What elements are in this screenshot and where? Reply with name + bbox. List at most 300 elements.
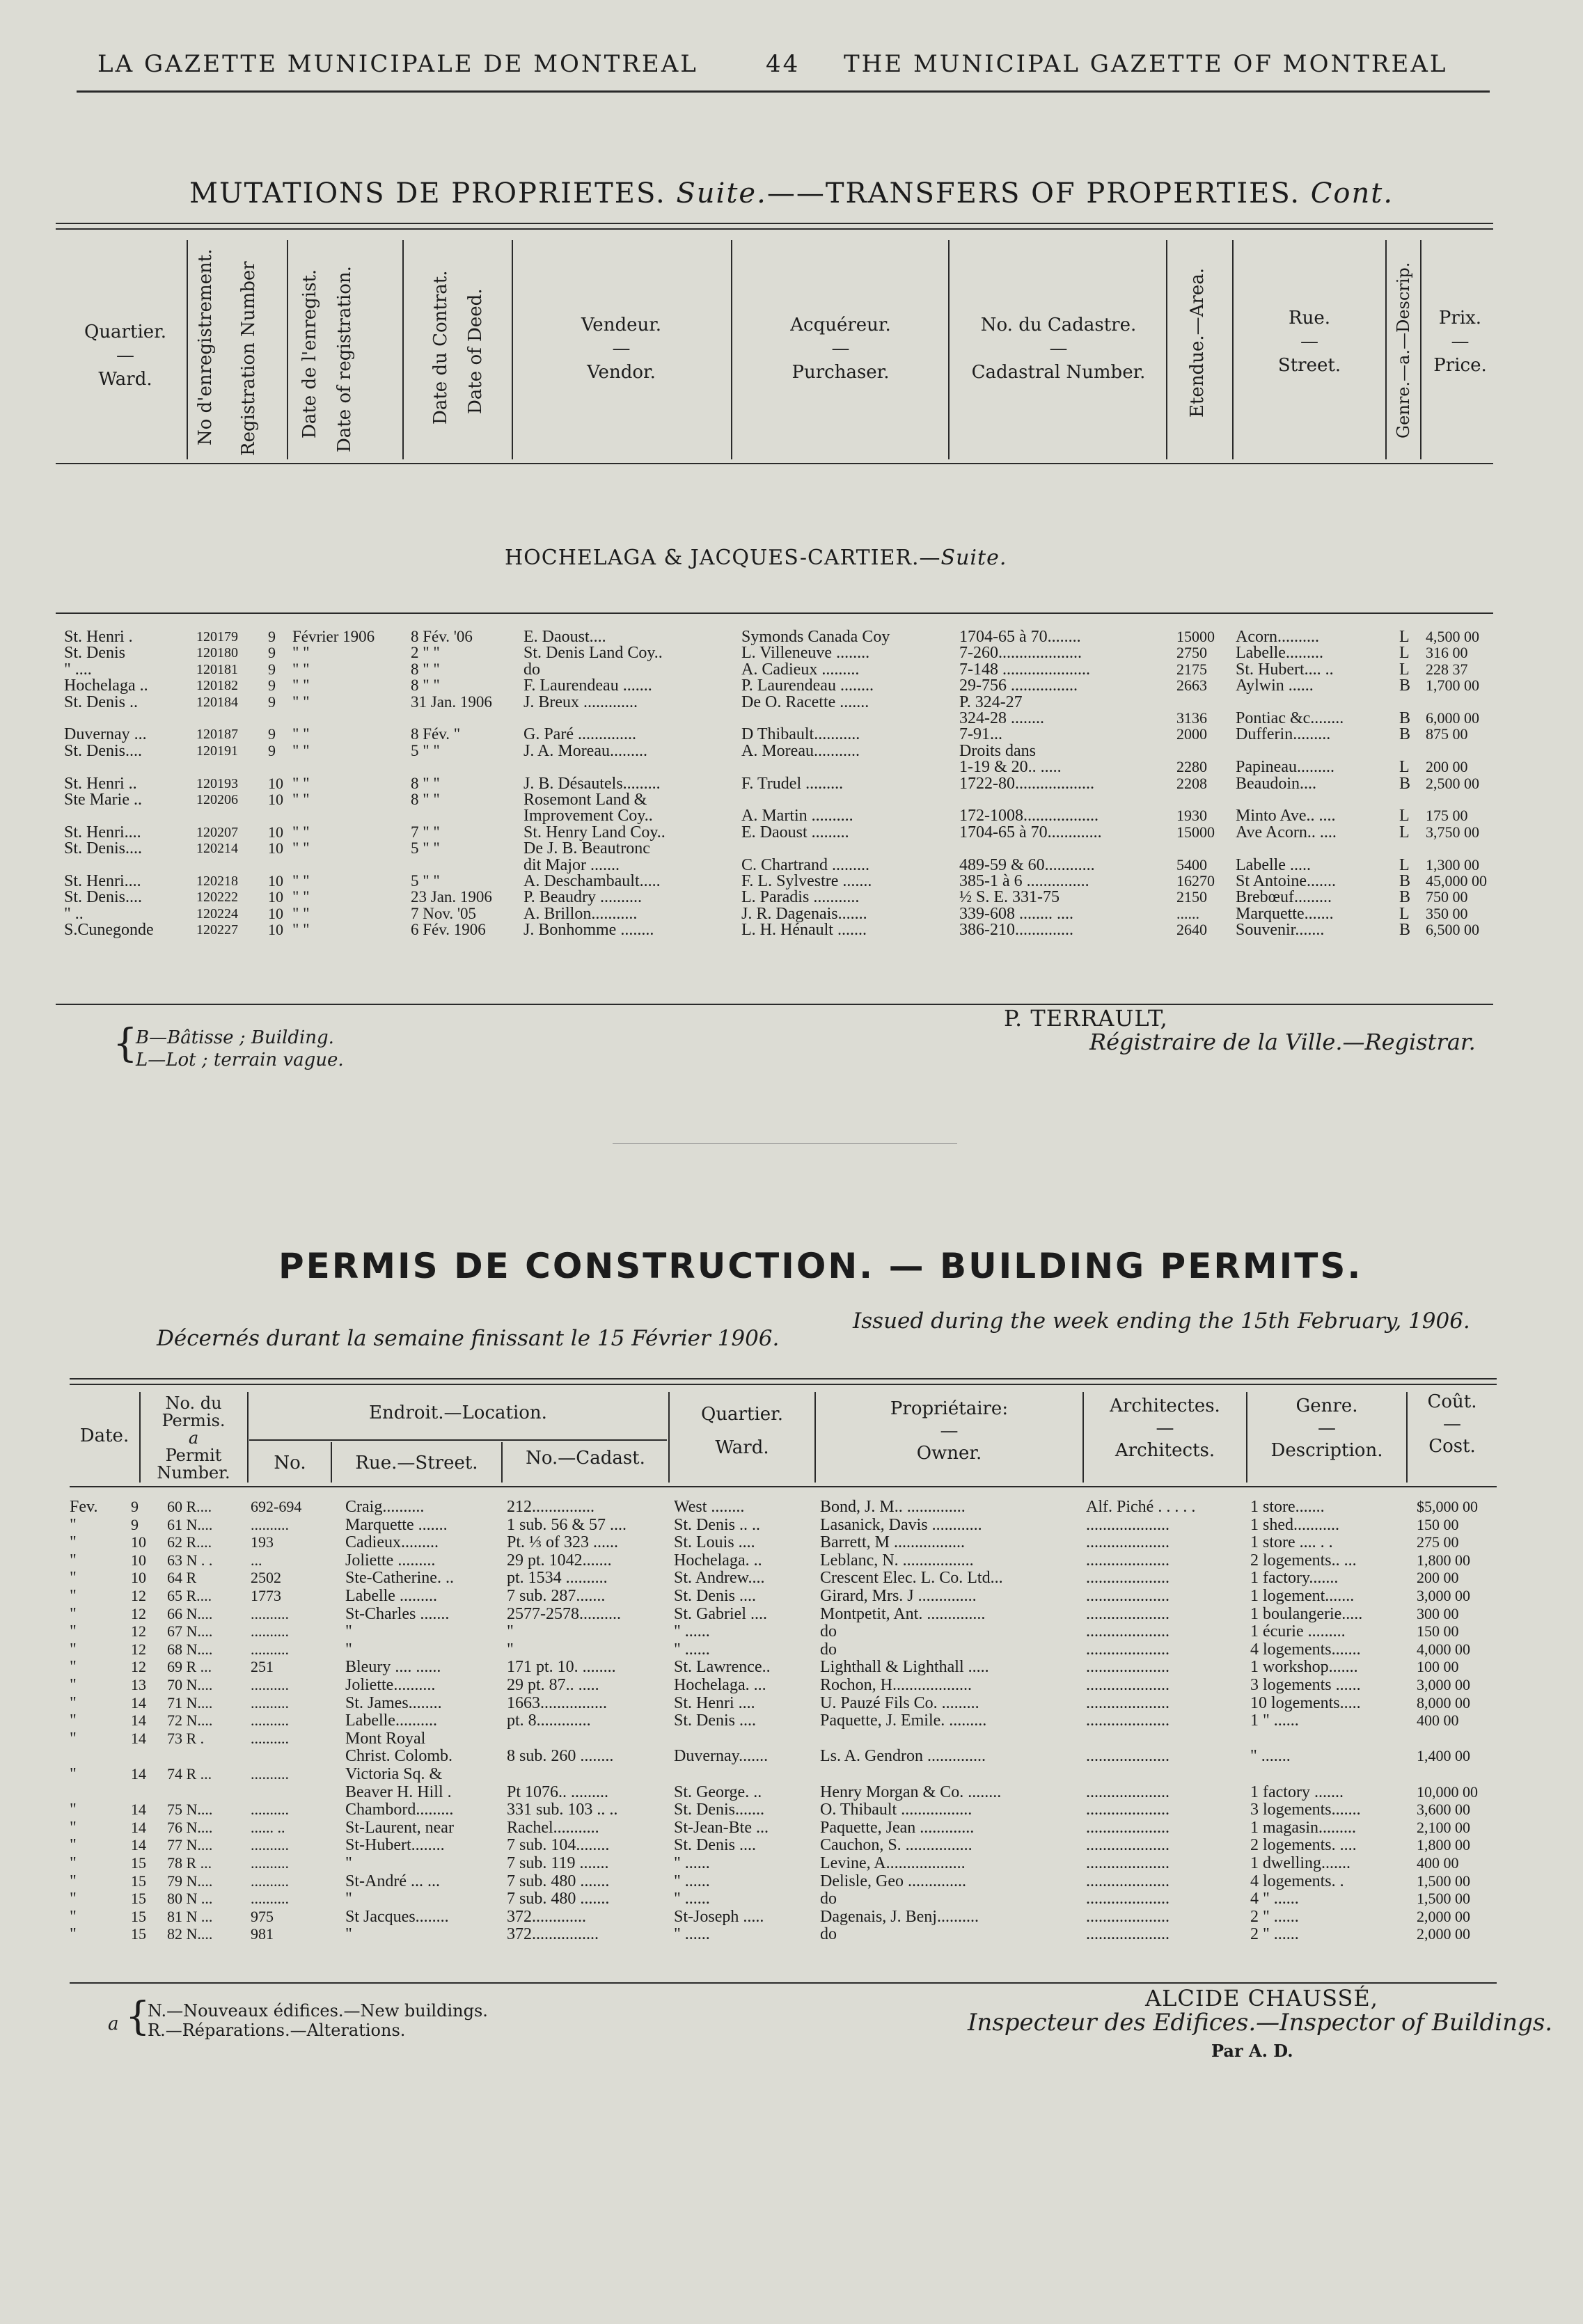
col-cad-fr: No. du Cadastre.	[980, 315, 1137, 335]
permit-d: 15	[131, 1907, 146, 1925]
transfer-ward: St. Henri....	[64, 823, 141, 841]
pcol-cost-fr: Coût.	[1427, 1391, 1477, 1412]
transfer-area: 15000	[1176, 628, 1215, 645]
permit-d: 12	[131, 1587, 146, 1604]
col-vendor-dash: —	[612, 338, 631, 359]
permit-num: 2502	[251, 1569, 281, 1587]
permit-owner: Lighthall & Lighthall .....	[820, 1658, 989, 1677]
permit-owner: Bond, J. M.. ..............	[820, 1498, 966, 1516]
transfer-vendor: F. Laurendeau .......	[523, 677, 652, 695]
permit-cost: 8,000 00	[1417, 1693, 1470, 1712]
permit-arch: ....................	[1086, 1533, 1169, 1552]
transfer-street: Souvenir.......	[1236, 921, 1325, 940]
transfer-d: 10	[268, 839, 283, 857]
transfer-reg: 120224	[196, 906, 238, 922]
transfer-ward: St. Henri ..	[64, 774, 137, 793]
transfer-m: " "	[292, 791, 310, 808]
transfer-reg: 120193	[196, 775, 238, 791]
transfer-ward: St. Denis ..	[64, 693, 139, 711]
transfer-area: 2750	[1176, 644, 1207, 662]
transfer-deed: 23 Jan. 1906	[411, 888, 492, 906]
permit-street: Bleury .... ......	[345, 1658, 441, 1677]
permit-num: 975	[251, 1907, 274, 1925]
transfer-m: " "	[292, 904, 310, 922]
permit-desc: 3 logements ......	[1250, 1676, 1361, 1694]
permit-desc: 4 " ......	[1250, 1890, 1299, 1908]
transfer-street: Pontiac &c........	[1236, 709, 1344, 727]
permit-arch: ....................	[1086, 1551, 1169, 1570]
transfer-deed: 8 " "	[411, 791, 440, 808]
permit-ward: St. George. ..	[674, 1782, 762, 1801]
pcol-kind-fr: Genre.	[1295, 1396, 1358, 1416]
transfer-reg: 120191	[196, 743, 238, 759]
transfer-purchaser: A. Moreau...........	[741, 741, 860, 760]
permit-ward: " ......	[674, 1640, 710, 1659]
permit-ward: Hochelaga. ..	[674, 1551, 762, 1570]
permit-cad: 212...............	[507, 1498, 594, 1516]
permit-m: "	[70, 1693, 77, 1712]
permit-desc: 10 logements.....	[1250, 1693, 1361, 1712]
permit-owner: Crescent Elec. L. Co. Ltd...	[820, 1569, 1003, 1588]
transfer-g: B	[1399, 725, 1411, 744]
transfer-vendor: A. Deschambault.....	[523, 872, 661, 890]
permit-d: 12	[131, 1622, 146, 1641]
permit-cost: 2,000 00	[1417, 1907, 1470, 1925]
transfer-ward: Duvernay ...	[64, 725, 147, 744]
col-regdate-fr: Date de l'enregist.	[299, 269, 320, 438]
permit-cad: 29 pt. 87.. .....	[507, 1676, 599, 1694]
col-ward-dash: —	[116, 345, 134, 366]
transfer-reg: 120222	[196, 890, 238, 906]
permit-street: St-Hubert........	[345, 1836, 445, 1855]
transfer-vendor: J. Breux .............	[523, 693, 638, 711]
permit-street: St-Charles .......	[345, 1604, 450, 1623]
permit-cad: Pt. ⅓ of 323 ......	[507, 1533, 619, 1552]
col-vendor-en: Vendor.	[587, 362, 656, 383]
transfer-d: 9	[268, 660, 276, 678]
col-price-en: Price.	[1433, 355, 1487, 376]
permit-cost: 1,400 00	[1417, 1747, 1470, 1765]
transfer-vendor: J. A. Moreau.........	[523, 741, 647, 760]
transfer-cad: Droits dans	[959, 741, 1036, 760]
pcol-cost-dash: —	[1443, 1414, 1461, 1434]
permits-bottom-rule	[70, 1982, 1497, 1984]
permits-legend	[148, 2001, 488, 2040]
permit-street: Marquette .......	[345, 1515, 448, 1534]
transfer-purchaser: J. R. Dagenais.......	[741, 904, 867, 923]
col-street-dash: —	[1300, 331, 1318, 352]
transfer-vendor: do	[523, 660, 540, 679]
permit-desc: 1 workshop.......	[1250, 1658, 1358, 1677]
transfer-ward: Hochelaga ..	[64, 677, 148, 695]
permit-cost: $5,000 00	[1417, 1498, 1478, 1515]
permit-ward: Duvernay.......	[674, 1747, 769, 1766]
permit-num: ..........	[251, 1640, 289, 1658]
divider	[613, 1143, 957, 1144]
permit-street: "	[345, 1622, 352, 1641]
permit-desc: 1 dwelling.......	[1250, 1854, 1350, 1872]
permit-cad: pt. 1534 ..........	[507, 1569, 608, 1588]
transfer-ward: " ..	[64, 904, 84, 923]
transfer-reg: 120214	[196, 841, 238, 857]
permit-owner: Paquette, J. Emile. .........	[820, 1712, 987, 1730]
permit-desc: 1 " ......	[1250, 1712, 1299, 1730]
transfer-deed: 5 " "	[411, 839, 440, 857]
permit-m: "	[70, 1712, 77, 1730]
transfer-cad: 7-148 .....................	[959, 660, 1090, 679]
permit-owner: Montpetit, Ant. ..............	[820, 1604, 986, 1623]
permit-m: "	[70, 1854, 77, 1872]
page-number: 44	[766, 50, 801, 78]
permit-cost: 150 00	[1417, 1515, 1459, 1533]
transfer-g: B	[1399, 677, 1411, 695]
permit-num: 981	[251, 1925, 274, 1943]
permit-street: Joliette..........	[345, 1676, 436, 1694]
permit-cost: 400 00	[1417, 1712, 1459, 1730]
title-suite: Suite.	[676, 177, 767, 210]
transfer-reg: 120218	[196, 874, 238, 889]
transfer-street: Marquette.......	[1236, 904, 1334, 923]
permit-num: ..........	[251, 1693, 289, 1712]
permit-cost: 1,500 00	[1417, 1890, 1470, 1908]
title-fr: MUTATIONS DE PROPRIETES.	[189, 177, 666, 210]
permit-desc: 2 logements. ....	[1250, 1836, 1357, 1855]
permit-arch: ....................	[1086, 1569, 1169, 1588]
permit-m: "	[70, 1604, 77, 1623]
transfer-street: Papineau.........	[1236, 758, 1334, 777]
transfer-d: 9	[268, 741, 276, 759]
permit-num: ..........	[251, 1801, 289, 1819]
permit-num: ..........	[251, 1604, 289, 1622]
transfer-reg: 120179	[196, 629, 238, 645]
transfer-street: Ave Acorn.. ....	[1236, 823, 1337, 841]
transfer-d: 10	[268, 921, 283, 939]
section-rule	[56, 612, 1493, 614]
permit-cost: 3,600 00	[1417, 1801, 1470, 1819]
transfer-street: Dufferin.........	[1236, 725, 1331, 744]
permit-desc: 1 factory.......	[1250, 1569, 1339, 1588]
section-title: HOCHELAGA & JACQUES-CARTIER.—	[505, 546, 941, 570]
transfers-bottom-rule	[56, 1004, 1493, 1005]
permit-num: ..........	[251, 1729, 289, 1747]
permit-d: 14	[131, 1836, 146, 1854]
transfer-cad: 7-260....................	[959, 644, 1082, 663]
transfer-area: 2208	[1176, 774, 1207, 792]
permits-signature-name: ALCIDE CHAUSSÉ,	[1145, 1985, 1378, 2011]
transfer-deed: 2 " "	[411, 644, 440, 662]
permit-cost: 3,000 00	[1417, 1587, 1470, 1604]
running-header-fr: LA GAZETTE MUNICIPALE DE MONTREAL	[97, 50, 698, 78]
permit-num: ..........	[251, 1622, 289, 1641]
permit-arch: ....................	[1086, 1782, 1169, 1801]
permit-cad: 171 pt. 10. ........	[507, 1658, 616, 1677]
permit-cost: 100 00	[1417, 1658, 1459, 1676]
permit-owner: Ls. A. Gendron ..............	[820, 1747, 986, 1766]
permit-no: 67 N....	[167, 1622, 213, 1641]
transfer-area: 15000	[1176, 823, 1215, 841]
transfer-deed: 8 Fév. "	[411, 725, 461, 743]
permit-ward: St. Andrew....	[674, 1569, 765, 1588]
permit-ward: " ......	[674, 1890, 710, 1908]
permit-arch: ....................	[1086, 1693, 1169, 1712]
permit-num: 193	[251, 1533, 274, 1551]
pcol-permit-2: Permis.	[162, 1411, 226, 1430]
transfer-m: Février 1906	[292, 628, 375, 645]
permits-signature-title: Inspecteur des Edifices.—Inspector of Buildings.	[968, 2009, 1553, 2037]
permit-owner: U. Pauzé Fils Co. .........	[820, 1693, 979, 1712]
permit-arch: ....................	[1086, 1587, 1169, 1605]
col-price-fr: Prix.	[1438, 308, 1482, 329]
transfer-cad: 1704-65 à 70.............	[959, 823, 1102, 841]
transfer-deed: 7 Nov. '05	[411, 904, 477, 922]
permit-m: "	[70, 1729, 77, 1748]
transfer-vendor: J. Bonhomme ........	[523, 921, 654, 940]
permit-d: 12	[131, 1604, 146, 1622]
transfer-deed: 6 Fév. 1906	[411, 921, 486, 939]
col-vendor-fr: Vendeur.	[581, 315, 662, 335]
header-rule	[77, 90, 1490, 93]
permit-arch: ....................	[1086, 1890, 1169, 1908]
permit-desc: 4 logements. .	[1250, 1872, 1344, 1890]
transfer-d: 10	[268, 904, 283, 922]
permit-num: ..........	[251, 1712, 289, 1730]
transfer-price: 1,700 00	[1426, 677, 1479, 695]
permit-no: 76 N....	[167, 1818, 213, 1836]
permit-owner: Paquette, Jean .............	[820, 1818, 975, 1837]
transfer-d: 10	[268, 774, 283, 792]
transfer-price: 4,500 00	[1426, 628, 1479, 645]
permit-d: 12	[131, 1658, 146, 1676]
permit-ward: St. Denis ....	[674, 1836, 757, 1855]
section-heading	[505, 546, 1007, 570]
permit-no: 77 N....	[167, 1836, 213, 1854]
pcol-date: Date.	[79, 1425, 129, 1446]
transfer-g: L	[1399, 660, 1410, 679]
transfer-purchaser: F. Trudel .........	[741, 774, 844, 793]
col-cad-dash: —	[1049, 338, 1068, 359]
permit-street: St-André ... ...	[345, 1872, 440, 1890]
permit-no: 73 R .	[167, 1729, 205, 1747]
transfer-cad: 7-91...	[959, 725, 1002, 744]
pcol-ward-en: Ward.	[715, 1437, 769, 1458]
transfer-purchaser: L. H. Hénault .......	[741, 921, 867, 940]
permits-title: PERMIS DE CONSTRUCTION. — BUILDING PERMITS.	[278, 1246, 1363, 1286]
permit-cad: 8 sub. 260 ........	[507, 1747, 614, 1766]
transfer-street: Brebœuf.........	[1236, 888, 1332, 907]
permit-d: 15	[131, 1872, 146, 1890]
permit-ward: West ........	[674, 1498, 745, 1516]
col-deed-fr: Date du Contrat.	[430, 270, 451, 425]
permit-m: "	[70, 1533, 77, 1552]
transfer-ward: S.Cunegonde	[64, 921, 154, 940]
permit-cost: 275 00	[1417, 1533, 1459, 1551]
transfer-ward: " ....	[64, 660, 92, 679]
transfer-vendor: E. Daoust....	[523, 628, 606, 646]
transfer-purchaser: L. Paradis ...........	[741, 888, 860, 907]
transfer-street: Acorn..........	[1236, 628, 1319, 646]
permit-cad: pt. 8.............	[507, 1712, 591, 1730]
transfer-area: 5400	[1176, 855, 1207, 874]
transfer-deed: 8 " "	[411, 774, 440, 792]
transfer-reg: 120180	[196, 645, 238, 661]
transfer-street: Labelle.........	[1236, 644, 1323, 663]
permit-desc: 2 " ......	[1250, 1925, 1299, 1944]
transfer-reg: 120184	[196, 694, 238, 710]
transfer-g: L	[1399, 807, 1410, 825]
permit-arch: ....................	[1086, 1515, 1169, 1534]
permit-ward: St. Lawrence..	[674, 1658, 771, 1677]
transfer-ward: St. Henri .	[64, 628, 133, 646]
permit-no: 81 N ...	[167, 1907, 213, 1925]
permit-cad: 29 pt. 1042.......	[507, 1551, 612, 1570]
transfer-ward: St. Denis....	[64, 839, 143, 858]
transfer-g: B	[1399, 921, 1411, 940]
transfer-reg: 120187	[196, 727, 238, 743]
permit-arch: ....................	[1086, 1712, 1169, 1730]
transfer-purchaser: Symonds Canada Coy	[741, 628, 890, 646]
permit-d: 9	[131, 1498, 139, 1515]
permit-street: Ste-Catherine. ..	[345, 1569, 454, 1588]
col-purch-en: Purchaser.	[792, 362, 890, 383]
permit-street: Cadieux.........	[345, 1533, 439, 1552]
permits-subtitle-fr: Décernés durant la semaine finissant le 15 Février 1906.	[157, 1326, 780, 1351]
transfer-vendor: Improvement Coy..	[523, 807, 653, 825]
permits-subtitle-en: Issued during the week ending the 15th February, 1906.	[853, 1309, 1470, 1334]
transfer-deed: 8 " "	[411, 660, 440, 678]
permit-owner: do	[820, 1890, 837, 1908]
transfer-g: B	[1399, 872, 1411, 890]
permit-cost: 4,000 00	[1417, 1640, 1470, 1658]
permit-cad: Rachel...........	[507, 1818, 599, 1837]
permit-ward: St. Denis ....	[674, 1712, 757, 1730]
permit-desc: 3 logements.......	[1250, 1801, 1361, 1819]
permit-no: 64 R	[167, 1569, 197, 1587]
transfer-area: 3136	[1176, 709, 1207, 727]
permit-d: 14	[131, 1712, 146, 1730]
permit-m: "	[70, 1890, 77, 1908]
permit-num: ..........	[251, 1890, 289, 1908]
permit-d: 14	[131, 1729, 146, 1747]
permit-cost: 2,000 00	[1417, 1925, 1470, 1943]
permit-owner: do	[820, 1640, 837, 1659]
permit-desc: " .......	[1250, 1747, 1291, 1766]
permit-d: 12	[131, 1640, 146, 1658]
permit-d: 15	[131, 1925, 146, 1943]
permit-num: ..........	[251, 1854, 289, 1872]
permit-no: 75 N....	[167, 1801, 213, 1819]
permit-street: Victoria Sq. &	[345, 1765, 443, 1783]
transfer-vendor: De J. B. Beautronc	[523, 839, 650, 858]
permit-no: 72 N....	[167, 1712, 213, 1730]
permit-arch: ....................	[1086, 1658, 1169, 1677]
permit-street: "	[345, 1854, 352, 1872]
transfer-area: 16270	[1176, 872, 1215, 890]
title-cont: Cont.	[1310, 177, 1394, 210]
transfer-vendor: Rosemont Land &	[523, 791, 647, 809]
permit-no: 60 R....	[167, 1498, 212, 1515]
permit-street: Labelle..........	[345, 1712, 437, 1730]
pcol-owner-dash: —	[940, 1421, 959, 1441]
permit-street: Joliette .........	[345, 1551, 436, 1570]
permit-cad: 331 sub. 103 .. ..	[507, 1801, 618, 1819]
transfer-purchaser: De O. Racette .......	[741, 693, 869, 711]
transfer-reg: 120207	[196, 824, 238, 840]
permit-street: Craig..........	[345, 1498, 425, 1516]
pcol-cost-en: Cost.	[1428, 1436, 1476, 1457]
section-suite: Suite.	[940, 546, 1007, 570]
transfer-g: L	[1399, 904, 1410, 923]
transfer-purchaser: P. Laurendeau ........	[741, 677, 874, 695]
pcol-owner-en: Owner.	[916, 1443, 982, 1464]
permit-cost: 1,500 00	[1417, 1872, 1470, 1890]
permit-d: 14	[131, 1693, 146, 1712]
permit-cad: 7 sub. 480 .......	[507, 1890, 610, 1908]
permit-owner: do	[820, 1622, 837, 1641]
transfer-street: St Antoine.......	[1236, 872, 1337, 890]
permits-legend-a: a	[108, 2014, 119, 2034]
permit-street: Mont Royal	[345, 1729, 426, 1748]
transfer-d: 9	[268, 628, 276, 645]
legend-lot: L—Lot ; terrain vague.	[136, 1050, 344, 1070]
pcol-ward-fr: Quartier.	[701, 1404, 783, 1425]
permit-desc: 1 logement.......	[1250, 1587, 1355, 1605]
permit-desc: 2 logements.. ...	[1250, 1551, 1357, 1570]
permit-ward: Hochelaga. ...	[674, 1676, 766, 1694]
permit-num: ..........	[251, 1836, 289, 1854]
transfer-price: 228 37	[1426, 660, 1468, 678]
permit-desc: 4 logements.......	[1250, 1640, 1361, 1659]
permit-m: "	[70, 1765, 77, 1783]
permit-num: ..........	[251, 1765, 289, 1782]
permit-street: Beaver H. Hill .	[345, 1782, 452, 1801]
permit-cost: 200 00	[1417, 1569, 1459, 1587]
permit-d: 10	[131, 1533, 146, 1551]
permit-num: 251	[251, 1658, 274, 1676]
col-regno-en: Registration Number	[238, 261, 259, 456]
transfer-g: L	[1399, 855, 1410, 874]
transfer-cad: ½ S. E. 331-75	[959, 888, 1060, 907]
permit-m: "	[70, 1551, 77, 1570]
permit-arch: ....................	[1086, 1604, 1169, 1623]
permit-m: "	[70, 1872, 77, 1890]
permit-no: 69 R ...	[167, 1658, 212, 1676]
transfer-cad: 339-608 ........ ....	[959, 904, 1073, 923]
transfer-deed: 7 " "	[411, 823, 440, 841]
pcol-permit-1: No. du	[165, 1393, 222, 1413]
transfer-cad: 1722-80...................	[959, 774, 1094, 793]
transfer-cad: 29-756 ................	[959, 677, 1078, 695]
permit-street: "	[345, 1890, 352, 1908]
permit-ward: " ......	[674, 1872, 710, 1890]
permit-arch: ....................	[1086, 1907, 1169, 1926]
transfers-title	[189, 177, 1394, 210]
transfer-g: B	[1399, 709, 1411, 727]
permit-num: ..........	[251, 1872, 289, 1890]
permit-street: "	[345, 1925, 352, 1944]
permit-cad: 1 sub. 56 & 57 ....	[507, 1515, 627, 1534]
permit-cost: 10,000 00	[1417, 1782, 1478, 1801]
permit-street: Chambord.........	[345, 1801, 454, 1819]
permit-cad: 372................	[507, 1925, 599, 1944]
transfer-street: Labelle .....	[1236, 855, 1311, 874]
transfer-vendor: P. Beaudry ..........	[523, 888, 642, 907]
transfer-cad: 1704-65 à 70........	[959, 628, 1081, 646]
permit-no: 65 R....	[167, 1587, 212, 1604]
transfer-cad: 385-1 à 6 ...............	[959, 872, 1089, 890]
transfer-g: L	[1399, 644, 1410, 663]
transfer-area: 2175	[1176, 660, 1207, 678]
permit-desc: 1 magasin.........	[1250, 1818, 1356, 1837]
